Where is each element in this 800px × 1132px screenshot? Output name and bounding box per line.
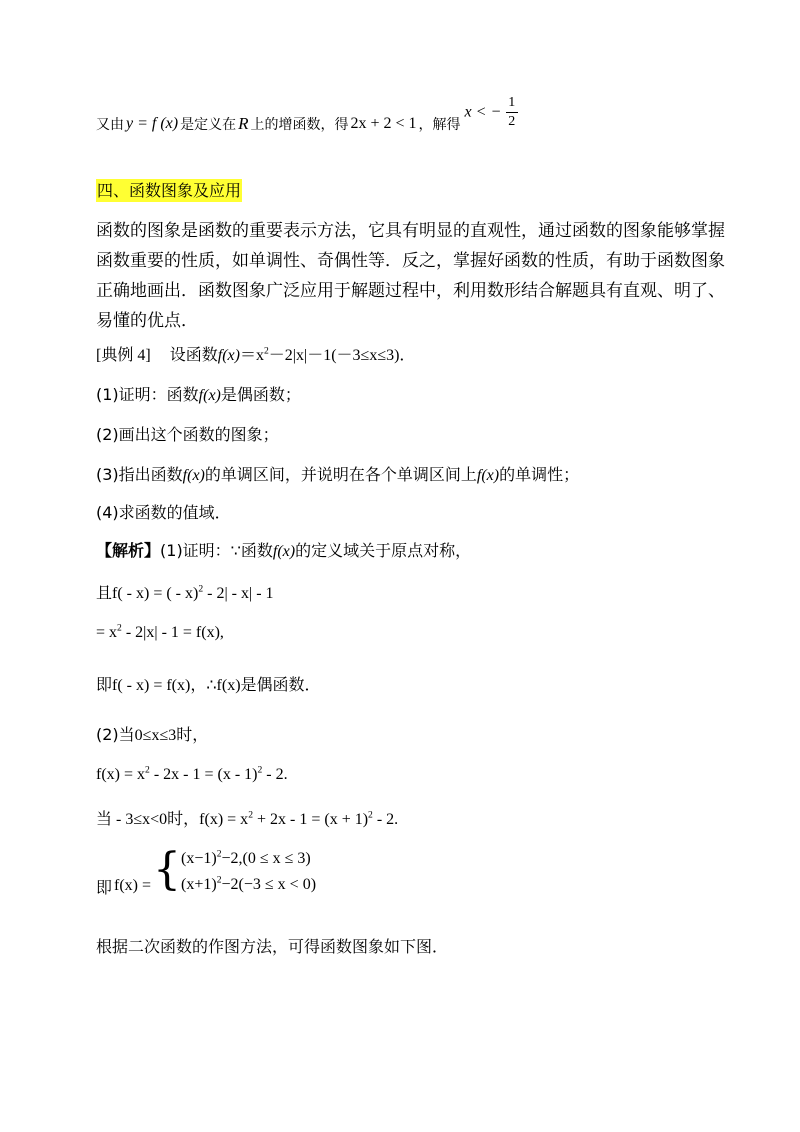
premise-inequality: 2x + 2 < 1 xyxy=(350,115,417,132)
solution-line-2 xyxy=(96,580,274,603)
question-3 xyxy=(96,462,579,485)
example-exp: 2 xyxy=(264,345,269,357)
premise-function: y = f (x) xyxy=(126,115,179,132)
example-eq: ＝x xyxy=(239,347,264,364)
solution-8-math: f(x) = xyxy=(114,877,152,894)
intro-line-2: 函数重要的性质，如单调性、奇偶性等．反之，掌握好函数的性质，有助于函数图象 xyxy=(96,251,725,271)
solution-line-9: 根据二次函数的作图方法，可得函数图象如下图． xyxy=(96,937,449,956)
piecewise-cases xyxy=(181,846,316,898)
solution-line-3 xyxy=(96,622,224,642)
solution-1-post: 的定义域关于原点对称， xyxy=(295,541,472,560)
example-statement xyxy=(96,342,415,365)
solution-6-b: - 2x - 1 = (x - 1) xyxy=(149,766,258,783)
solution-7-a: f(x) = x xyxy=(199,811,249,828)
question-3-fx: f(x) xyxy=(182,467,205,484)
solution-2-pre: 且 xyxy=(96,583,113,602)
question-3-post2: 的单调性； xyxy=(499,465,580,484)
solution-3-exp: 2 xyxy=(117,622,122,634)
question-3-fx2: f(x) xyxy=(476,467,500,484)
intro-line-3: 正确地画出．函数图象广泛应用于解题过程中，利用数形结合解题具有直观、明了、 xyxy=(96,281,725,301)
question-3-pre: (3)指出函数 xyxy=(96,465,183,484)
section-title: 四、函数图象及应用 xyxy=(97,181,242,200)
premise-prefix: 又由 xyxy=(96,117,124,133)
question-1-post: 是偶函数； xyxy=(220,385,301,404)
solution-7-mid: 时， xyxy=(167,809,200,828)
example-fx: f(x) xyxy=(217,347,240,364)
solution-6-exp2: 2 xyxy=(257,764,263,776)
solution-4-post: 是偶函数． xyxy=(240,675,321,694)
example-label: [典例 4] xyxy=(96,347,151,364)
question-3-post: 的单调区间，并说明在各个单调区间上 xyxy=(204,465,477,484)
solution-label: 【解析】 xyxy=(96,541,161,560)
solution-line-8 xyxy=(96,842,316,902)
solution-7-exp2: 2 xyxy=(368,809,373,821)
premise-set-r: R xyxy=(238,114,249,133)
solution-6-c: - 2. xyxy=(262,766,288,783)
question-1-fx: f(x) xyxy=(198,387,221,404)
solution-1-fx: f(x) xyxy=(272,543,296,560)
solution-2-exp: 2 xyxy=(198,583,204,595)
solution-4-pre: 即 xyxy=(96,675,113,694)
solution-line-6 xyxy=(96,764,288,784)
solution-4-math2: ∴f(x) xyxy=(206,677,241,694)
question-2 xyxy=(96,422,279,445)
solution-3-rest: - 2|x| - 1 = f(x), xyxy=(121,624,224,641)
solution-lhs: x < − xyxy=(464,103,502,120)
premise-line xyxy=(96,94,518,144)
solution-line-5 xyxy=(96,722,208,745)
solution-6-exp1: 2 xyxy=(145,764,150,776)
example-text: 设函数 xyxy=(169,345,218,364)
fraction-numerator: 1 xyxy=(508,94,516,110)
solution-6-a: f(x) = x xyxy=(96,766,146,783)
question-4-text: (4)求函数的值域． xyxy=(96,503,231,522)
case-2: $(x+1)^2-2(-3 \le x < 0)$ xyxy=(181,874,317,893)
premise-mid2: 上的增函数，得 xyxy=(250,117,349,133)
fraction-denominator: 2 xyxy=(508,113,516,129)
intro-line-1: 函数的图象是函数的重要表示方法，它具有明显的直观性，通过函数的图象能够掌握 xyxy=(96,221,725,241)
question-4 xyxy=(96,500,231,523)
solution-5-post: 时， xyxy=(176,725,209,744)
solution-7-c: - 2. xyxy=(372,811,399,828)
solution-7-math: - 3≤x<0 xyxy=(112,811,168,828)
solution-line-4 xyxy=(96,672,321,695)
solution-5-math: 0≤x≤3 xyxy=(134,727,177,744)
solution-line-1 xyxy=(96,538,471,561)
solution-2-math: f( - x) = ( - x) xyxy=(112,585,199,602)
premise-mid3: ，解得 xyxy=(418,117,461,133)
solution-8-pre: 即 xyxy=(96,877,113,897)
solution-4-math: f( - x) = f(x) xyxy=(112,677,191,694)
solution-3-math: = x xyxy=(96,624,118,641)
piecewise-brace: { xyxy=(153,844,182,895)
solution-7-b: + 2x - 1 = (x + 1) xyxy=(252,811,369,828)
intro-line-4: 易懂的优点． xyxy=(96,311,198,331)
solution-2-rest: - 2| - x| - 1 xyxy=(203,585,274,602)
question-1-pre: (1)证明：函数 xyxy=(96,385,199,404)
question-2-text: (2)画出这个函数的图象； xyxy=(96,425,279,444)
solution-7-exp1: 2 xyxy=(248,809,253,821)
solution-fraction xyxy=(506,95,518,130)
solution-7-pre: 当 xyxy=(96,809,113,828)
premise-solution xyxy=(465,95,518,130)
fraction-bar xyxy=(506,112,518,113)
solution-5-pre: (2)当 xyxy=(96,725,135,744)
premise-mid1: 是定义在 xyxy=(180,117,237,133)
case-1: $(x-1)^2-2,(0 \le x \le 3)$ xyxy=(181,848,311,867)
solution-4-mid: ， xyxy=(190,675,207,694)
solution-1-text: (1)证明：∵函数 xyxy=(160,541,273,560)
solution-line-7 xyxy=(96,806,398,829)
question-1 xyxy=(96,382,301,405)
example-rest: －2|x|－1(－3≤x≤3)． xyxy=(268,347,416,364)
